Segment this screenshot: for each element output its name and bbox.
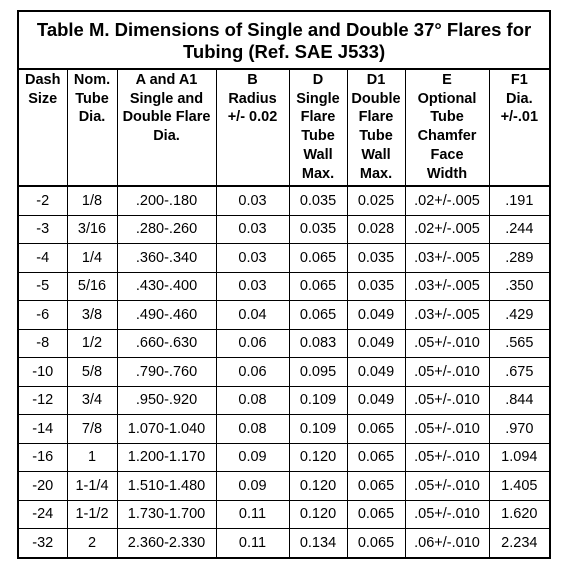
cell-radius-b: 0.03: [216, 215, 289, 244]
cell-dash-size: -10: [18, 358, 67, 387]
cell-chamfer-width-e: .05+/-.010: [405, 472, 489, 501]
cell-dia-f1: 1.405: [489, 472, 550, 501]
table-row: [18, 244, 550, 273]
column-header-line: Wall: [361, 146, 391, 163]
column-header-line: Single and: [129, 90, 204, 107]
cell-dia-f1: .565: [489, 329, 550, 358]
cell-dia-f1: .350: [489, 272, 550, 301]
cell-flare-dia: 1.070-1.040: [117, 415, 216, 444]
cell-nom-tube-dia: 1/4: [67, 244, 117, 273]
cell-double-wall-d1: 0.035: [347, 272, 405, 301]
table-body: [18, 186, 550, 558]
cell-dia-f1: 2.234: [489, 529, 550, 558]
cell-dash-size: -32: [18, 529, 67, 558]
cell-radius-b: 0.06: [216, 358, 289, 387]
cell-chamfer-width-e: .05+/-.010: [405, 443, 489, 472]
cell-nom-tube-dia: 1-1/2: [67, 500, 117, 529]
column-header-line: +/-.01: [500, 109, 539, 126]
cell-dash-size: -14: [18, 415, 67, 444]
column-header-line: Flare: [300, 109, 336, 126]
column-header-line: Max.: [359, 165, 393, 182]
column-header-line: Tube: [359, 128, 393, 145]
cell-radius-b: 0.04: [216, 301, 289, 330]
column-header-line: Max.: [301, 165, 335, 182]
cell-double-wall-d1: 0.028: [347, 215, 405, 244]
cell-radius-b: 0.06: [216, 329, 289, 358]
cell-single-wall-d: 0.109: [289, 415, 347, 444]
cell-radius-b: 0.11: [216, 500, 289, 529]
cell-nom-tube-dia: 1/2: [67, 329, 117, 358]
cell-nom-tube-dia: 1-1/4: [67, 472, 117, 501]
cell-flare-dia: .490-.460: [117, 301, 216, 330]
cell-double-wall-d1: 0.065: [347, 472, 405, 501]
table-row: [18, 301, 550, 330]
cell-single-wall-d: 0.120: [289, 500, 347, 529]
column-header-line: Width: [426, 165, 468, 182]
cell-nom-tube-dia: 2: [67, 529, 117, 558]
cell-single-wall-d: 0.109: [289, 386, 347, 415]
cell-flare-dia: .950-.920: [117, 386, 216, 415]
cell-nom-tube-dia: 1: [67, 443, 117, 472]
cell-double-wall-d1: 0.049: [347, 301, 405, 330]
column-header-line: Size: [28, 90, 58, 107]
cell-dash-size: -6: [18, 301, 67, 330]
cell-dia-f1: 1.620: [489, 500, 550, 529]
table-row: [18, 272, 550, 301]
column-header-line: +/- 0.02: [227, 109, 278, 126]
cell-chamfer-width-e: .05+/-.010: [405, 500, 489, 529]
cell-radius-b: 0.08: [216, 415, 289, 444]
column-header-line: E: [442, 72, 452, 88]
cell-dash-size: -5: [18, 272, 67, 301]
cell-dia-f1: .289: [489, 244, 550, 273]
cell-double-wall-d1: 0.049: [347, 329, 405, 358]
column-header-line: Optional: [417, 90, 477, 107]
cell-flare-dia: .660-.630: [117, 329, 216, 358]
cell-radius-b: 0.09: [216, 472, 289, 501]
cell-double-wall-d1: 0.065: [347, 443, 405, 472]
table-title: Table M. Dimensions of Single and Double 37° Flares for Tubing (Ref. SAE J533): [18, 11, 550, 69]
cell-flare-dia: 1.200-1.170: [117, 443, 216, 472]
cell-dash-size: -3: [18, 215, 67, 244]
column-header-double-wall-d1: [347, 69, 405, 186]
cell-nom-tube-dia: 5/8: [67, 358, 117, 387]
cell-single-wall-d: 0.035: [289, 186, 347, 215]
cell-radius-b: 0.08: [216, 386, 289, 415]
cell-chamfer-width-e: .05+/-.010: [405, 358, 489, 387]
column-header-line: D: [312, 72, 324, 88]
cell-flare-dia: 1.730-1.700: [117, 500, 216, 529]
column-header-line: Radius: [228, 90, 277, 107]
cell-nom-tube-dia: 3/8: [67, 301, 117, 330]
column-header-single-wall-d: [289, 69, 347, 186]
cell-radius-b: 0.11: [216, 529, 289, 558]
column-header-dash-size: [18, 69, 67, 186]
dimensions-table-frame: [17, 10, 549, 559]
column-header-line: Wall: [303, 146, 333, 163]
cell-dash-size: -8: [18, 329, 67, 358]
table-row: [18, 358, 550, 387]
cell-single-wall-d: 0.065: [289, 244, 347, 273]
cell-flare-dia: .360-.340: [117, 244, 216, 273]
cell-dia-f1: .844: [489, 386, 550, 415]
column-header-flare-dia: [117, 69, 216, 186]
cell-single-wall-d: 0.065: [289, 301, 347, 330]
cell-dash-size: -20: [18, 472, 67, 501]
cell-chamfer-width-e: .05+/-.010: [405, 386, 489, 415]
cell-dia-f1: .429: [489, 301, 550, 330]
cell-dia-f1: .191: [489, 186, 550, 215]
cell-chamfer-width-e: .06+/-.010: [405, 529, 489, 558]
cell-nom-tube-dia: 7/8: [67, 415, 117, 444]
cell-radius-b: 0.03: [216, 272, 289, 301]
dimensions-table: [17, 10, 551, 559]
cell-single-wall-d: 0.120: [289, 472, 347, 501]
table-row: [18, 529, 550, 558]
cell-dia-f1: .675: [489, 358, 550, 387]
table-row: [18, 472, 550, 501]
column-header-line: Face: [430, 146, 464, 163]
cell-flare-dia: .790-.760: [117, 358, 216, 387]
cell-radius-b: 0.09: [216, 443, 289, 472]
cell-dash-size: -24: [18, 500, 67, 529]
cell-nom-tube-dia: 1/8: [67, 186, 117, 215]
cell-double-wall-d1: 0.065: [347, 529, 405, 558]
column-header-line: Single: [296, 90, 340, 107]
cell-single-wall-d: 0.134: [289, 529, 347, 558]
column-header-line: D1: [366, 72, 386, 88]
cell-radius-b: 0.03: [216, 186, 289, 215]
table-row: [18, 186, 550, 215]
table-row: [18, 329, 550, 358]
cell-flare-dia: 2.360-2.330: [117, 529, 216, 558]
cell-flare-dia: .280-.260: [117, 215, 216, 244]
cell-single-wall-d: 0.035: [289, 215, 347, 244]
cell-dash-size: -16: [18, 443, 67, 472]
cell-single-wall-d: 0.095: [289, 358, 347, 387]
cell-chamfer-width-e: .03+/-.005: [405, 244, 489, 273]
table-row: [18, 215, 550, 244]
column-header-dia-f1: [489, 69, 550, 186]
cell-double-wall-d1: 0.065: [347, 500, 405, 529]
cell-chamfer-width-e: .03+/-.005: [405, 301, 489, 330]
column-header-chamfer-width-e: [405, 69, 489, 186]
cell-nom-tube-dia: 3/4: [67, 386, 117, 415]
column-header-line: B: [247, 72, 258, 88]
column-header-nom-tube-dia: [67, 69, 117, 186]
cell-single-wall-d: 0.120: [289, 443, 347, 472]
column-header-line: Dash: [25, 72, 61, 88]
column-header-line: F1: [510, 72, 528, 88]
column-header-line: A and A1: [135, 72, 198, 88]
column-header-row: [18, 69, 550, 186]
cell-flare-dia: 1.510-1.480: [117, 472, 216, 501]
column-header-line: Double Flare: [122, 109, 211, 126]
cell-radius-b: 0.03: [216, 244, 289, 273]
cell-double-wall-d1: 0.065: [347, 415, 405, 444]
column-header-line: Double: [351, 90, 401, 107]
cell-chamfer-width-e: .05+/-.010: [405, 329, 489, 358]
cell-chamfer-width-e: .03+/-.005: [405, 272, 489, 301]
cell-chamfer-width-e: .02+/-.005: [405, 186, 489, 215]
cell-nom-tube-dia: 3/16: [67, 215, 117, 244]
column-header-line: Dia.: [506, 90, 533, 107]
column-header-line: Nom.: [73, 72, 111, 88]
table-row: [18, 443, 550, 472]
table-row: [18, 500, 550, 529]
cell-dia-f1: .244: [489, 215, 550, 244]
column-header-line: Tube: [301, 128, 335, 145]
cell-nom-tube-dia: 5/16: [67, 272, 117, 301]
column-header-line: Tube: [75, 90, 109, 107]
table-row: [18, 386, 550, 415]
cell-dash-size: -12: [18, 386, 67, 415]
column-header-line: Dia.: [78, 109, 106, 126]
cell-double-wall-d1: 0.049: [347, 386, 405, 415]
cell-flare-dia: .200-.180: [117, 186, 216, 215]
cell-double-wall-d1: 0.025: [347, 186, 405, 215]
cell-single-wall-d: 0.083: [289, 329, 347, 358]
column-header-radius-b: [216, 69, 289, 186]
cell-double-wall-d1: 0.035: [347, 244, 405, 273]
cell-single-wall-d: 0.065: [289, 272, 347, 301]
cell-chamfer-width-e: .02+/-.005: [405, 215, 489, 244]
cell-double-wall-d1: 0.049: [347, 358, 405, 387]
column-header-line: Tube: [430, 109, 464, 126]
cell-chamfer-width-e: .05+/-.010: [405, 415, 489, 444]
cell-dash-size: -4: [18, 244, 67, 273]
column-header-line: Flare: [358, 109, 394, 126]
column-header-line: Chamfer: [417, 128, 477, 145]
cell-dia-f1: .970: [489, 415, 550, 444]
cell-flare-dia: .430-.400: [117, 272, 216, 301]
cell-dia-f1: 1.094: [489, 443, 550, 472]
cell-dash-size: -2: [18, 186, 67, 215]
column-header-line: Dia.: [153, 128, 180, 145]
table-row: [18, 415, 550, 444]
